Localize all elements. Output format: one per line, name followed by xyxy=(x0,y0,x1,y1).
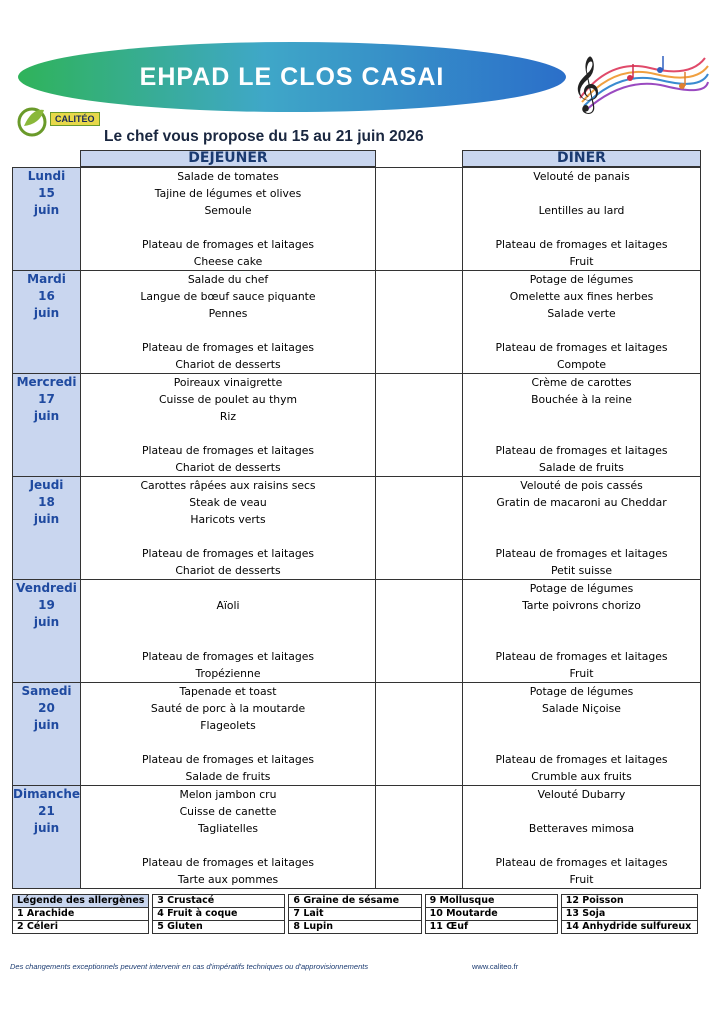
lunch-cell xyxy=(81,271,376,374)
lunch-dish: Tropézienne xyxy=(195,667,261,680)
legend-row xyxy=(13,908,698,921)
dinner-dish: Plateau de fromages et laitages xyxy=(495,444,668,457)
menu-table xyxy=(12,150,701,889)
dinner-dish: Potage de légumes xyxy=(529,582,634,595)
dinner-dish: Tarte poivrons chorizo xyxy=(522,599,641,612)
day-label xyxy=(13,167,81,271)
lunch-dish: Langue de bœuf sauce piquante xyxy=(140,290,316,303)
lunch-dish: Steak de veau xyxy=(189,496,267,509)
leaf-icon xyxy=(14,102,50,138)
dinner-dish: Velouté de panais xyxy=(533,170,630,183)
dinner-cell xyxy=(463,271,701,374)
dinner-dish: Plateau de fromages et laitages xyxy=(495,341,668,354)
lunch-header: DEJEUNER xyxy=(81,151,376,168)
dinner-dish xyxy=(463,425,700,442)
empty-cell xyxy=(376,580,463,683)
lunch-dish: Plateau de fromages et laitages xyxy=(141,444,314,457)
empty-cell xyxy=(376,271,463,374)
allergen-legend xyxy=(12,894,698,934)
day-name: Lundi xyxy=(27,168,66,183)
lunch-dish: Plateau de fromages et laitages xyxy=(141,341,314,354)
lunch-dish xyxy=(81,219,375,236)
lunch-cell xyxy=(81,167,376,271)
day-month: juin xyxy=(33,821,60,835)
lunch-dish: Salade du chef xyxy=(187,273,269,286)
lunch-dish: Plateau de fromages et laitages xyxy=(141,856,314,869)
dinner-dish: Plateau de fromages et laitages xyxy=(495,650,668,663)
dinner-dish: Fruit xyxy=(569,255,594,268)
lunch-dish: Tapenade et toast xyxy=(179,685,277,698)
lunch-dish: Sauté de porc à la moutarde xyxy=(150,702,306,715)
dinner-dish xyxy=(463,837,700,854)
lunch-dish xyxy=(81,322,375,339)
lunch-dish: Melon jambon cru xyxy=(179,788,277,801)
dinner-dish xyxy=(463,408,700,425)
lunch-dish: Flageolets xyxy=(200,719,256,732)
legend-item: 8 Lupin xyxy=(289,921,421,934)
day-label xyxy=(13,786,81,889)
dinner-dish: Crumble aux fruits xyxy=(531,770,632,783)
legend-row xyxy=(13,895,698,908)
day-month: juin xyxy=(33,409,60,423)
menu-subtitle: Le chef vous propose du 15 au 21 juin 2026 xyxy=(104,128,424,145)
dinner-dish: Lentilles au lard xyxy=(538,204,625,217)
menu-day-row xyxy=(13,271,701,374)
day-num: 19 xyxy=(38,598,55,612)
day-month: juin xyxy=(33,512,60,526)
legend-item: 13 Soja xyxy=(561,908,697,921)
lunch-dish: Semoule xyxy=(204,204,252,217)
day-label xyxy=(13,580,81,683)
dinner-dish xyxy=(463,528,700,545)
lunch-dish xyxy=(81,734,375,751)
dinner-dish xyxy=(463,614,700,631)
dinner-dish: Salade Niçoise xyxy=(542,702,621,715)
music-notes-icon xyxy=(570,48,710,114)
menu-day-row xyxy=(13,477,701,580)
day-name: Mardi xyxy=(27,272,66,286)
dinner-dish: Velouté de pois cassés xyxy=(520,479,643,492)
title-banner xyxy=(18,42,566,112)
lunch-dish: Plateau de fromages et laitages xyxy=(141,238,314,251)
day-month: juin xyxy=(33,306,60,320)
dinner-dish xyxy=(463,734,700,751)
day-num: 16 xyxy=(38,289,55,303)
day-num: 20 xyxy=(38,701,55,715)
lunch-dish: Tarte aux pommes xyxy=(177,873,279,886)
day-month: juin xyxy=(33,615,60,629)
empty-cell xyxy=(376,683,463,786)
menu-header-row xyxy=(13,151,701,168)
dinner-dish: Salade de fruits xyxy=(539,461,624,474)
lunch-dish: Plateau de fromages et laitages xyxy=(141,650,314,663)
empty-cell xyxy=(376,374,463,477)
svg-text:𝄞: 𝄞 xyxy=(572,56,601,112)
lunch-cell xyxy=(81,580,376,683)
menu-day-row xyxy=(13,374,701,477)
day-label xyxy=(13,477,81,580)
menu-day-row xyxy=(13,580,701,683)
lunch-dish xyxy=(81,425,375,442)
dinner-dish: Fruit xyxy=(569,667,594,680)
dinner-dish xyxy=(463,185,700,202)
day-label xyxy=(13,683,81,786)
dinner-cell xyxy=(463,477,701,580)
day-month: juin xyxy=(33,718,60,732)
dinner-dish: Velouté Dubarry xyxy=(537,788,626,801)
lunch-dish: Chariot de desserts xyxy=(175,461,281,474)
dinner-cell xyxy=(463,786,701,889)
legend-item: 4 Fruit à coque xyxy=(153,908,285,921)
day-name: Mercredi xyxy=(16,375,77,389)
day-name: Jeudi xyxy=(29,478,64,492)
dinner-dish xyxy=(463,322,700,339)
lunch-dish: Chariot de desserts xyxy=(175,358,281,371)
legend-item: 12 Poisson xyxy=(561,895,697,908)
lunch-dish: Salade de tomates xyxy=(177,170,279,183)
caliteo-logo xyxy=(14,102,98,138)
dinner-dish xyxy=(463,511,700,528)
lunch-dish xyxy=(81,614,375,631)
lunch-dish: Tagliatelles xyxy=(197,822,259,835)
menu-day-row xyxy=(13,786,701,889)
lunch-dish: Riz xyxy=(219,410,237,423)
legend-item: 7 Lait xyxy=(289,908,421,921)
legend-item: 1 Arachide xyxy=(13,908,149,921)
lunch-dish xyxy=(81,528,375,545)
legend-title: Légende des allergènes xyxy=(13,895,149,908)
dinner-dish: Plateau de fromages et laitages xyxy=(495,547,668,560)
dinner-cell xyxy=(463,580,701,683)
dinner-cell xyxy=(463,167,701,271)
lunch-dish xyxy=(81,631,375,648)
lunch-dish: Salade de fruits xyxy=(185,770,271,783)
lunch-dish: Pennes xyxy=(208,307,248,320)
dinner-cell xyxy=(463,374,701,477)
dinner-dish xyxy=(463,219,700,236)
footer-note: Des changements exceptionnels peuvent intervenir en cas d'impératifs techniques ou d'approvisionnements xyxy=(10,962,369,971)
lunch-dish: Poireaux vinaigrette xyxy=(173,376,283,389)
day-name: Samedi xyxy=(21,684,72,698)
dinner-dish: Salade verte xyxy=(547,307,616,320)
header-blank xyxy=(13,151,81,168)
legend-item: 3 Crustacé xyxy=(153,895,285,908)
empty-cell xyxy=(376,167,463,271)
dinner-dish: Plateau de fromages et laitages xyxy=(495,753,668,766)
dinner-dish: Plateau de fromages et laitages xyxy=(495,856,668,869)
legend-item: 11 Œuf xyxy=(425,921,557,934)
dinner-dish: Potage de légumes xyxy=(529,273,634,286)
day-num: 17 xyxy=(38,392,55,406)
dinner-header: DINER xyxy=(463,151,701,168)
legend-row xyxy=(13,921,698,934)
dinner-dish: Omelette aux fines herbes xyxy=(509,290,654,303)
day-num: 15 xyxy=(38,185,55,200)
empty-cell xyxy=(376,477,463,580)
lunch-dish xyxy=(81,580,375,597)
legend-item: 2 Céleri xyxy=(13,921,149,934)
lunch-dish: Cuisse de poulet au thym xyxy=(158,393,298,406)
menu-day-row xyxy=(13,167,701,271)
lunch-cell xyxy=(81,374,376,477)
day-label xyxy=(13,374,81,477)
day-name: Dimanche xyxy=(13,787,81,801)
dinner-dish: Crème de carottes xyxy=(531,376,632,389)
dinner-dish: Betteraves mimosa xyxy=(528,822,635,835)
legend-item: 10 Moutarde xyxy=(425,908,557,921)
dinner-dish xyxy=(463,631,700,648)
dinner-dish xyxy=(463,717,700,734)
day-num: 21 xyxy=(38,804,55,818)
dinner-dish: Compote xyxy=(557,358,606,371)
lunch-cell xyxy=(81,477,376,580)
dinner-dish: Fruit xyxy=(569,873,594,886)
day-month: juin xyxy=(33,202,60,217)
dinner-dish: Bouchée à la reine xyxy=(531,393,632,406)
lunch-dish: Aïoli xyxy=(216,599,240,612)
page-title: EHPAD LE CLOS CASAI xyxy=(139,62,445,91)
lunch-dish: Plateau de fromages et laitages xyxy=(141,547,314,560)
legend-item: 9 Mollusque xyxy=(425,895,557,908)
lunch-dish: Tajine de légumes et olives xyxy=(154,187,302,200)
day-name: Vendredi xyxy=(16,581,77,595)
dinner-dish xyxy=(463,803,700,820)
empty-cell xyxy=(376,786,463,889)
day-num: 18 xyxy=(38,495,55,509)
menu-day-row xyxy=(13,683,701,786)
logo-text: CALITÉO xyxy=(50,112,100,126)
header-gap xyxy=(376,151,463,168)
lunch-dish: Haricots verts xyxy=(190,513,266,526)
legend-item: 6 Graine de sésame xyxy=(289,895,421,908)
dinner-dish: Gratin de macaroni au Cheddar xyxy=(496,496,667,509)
footer-website[interactable]: www.caliteo.fr xyxy=(472,962,519,971)
legend-item: 5 Gluten xyxy=(153,921,285,934)
dinner-dish: Petit suisse xyxy=(550,564,613,577)
lunch-dish: Chariot de desserts xyxy=(175,564,281,577)
lunch-cell xyxy=(81,683,376,786)
dinner-dish: Potage de légumes xyxy=(529,685,634,698)
lunch-dish: Cheese cake xyxy=(193,255,263,268)
lunch-dish: Carottes râpées aux raisins secs xyxy=(140,479,316,492)
lunch-cell xyxy=(81,786,376,889)
lunch-dish: Cuisse de canette xyxy=(179,805,277,818)
lunch-dish xyxy=(81,837,375,854)
dinner-dish: Plateau de fromages et laitages xyxy=(495,238,668,251)
day-label xyxy=(13,271,81,374)
legend-item: 14 Anhydride sulfureux xyxy=(561,921,697,934)
dinner-cell xyxy=(463,683,701,786)
lunch-dish: Plateau de fromages et laitages xyxy=(141,753,314,766)
